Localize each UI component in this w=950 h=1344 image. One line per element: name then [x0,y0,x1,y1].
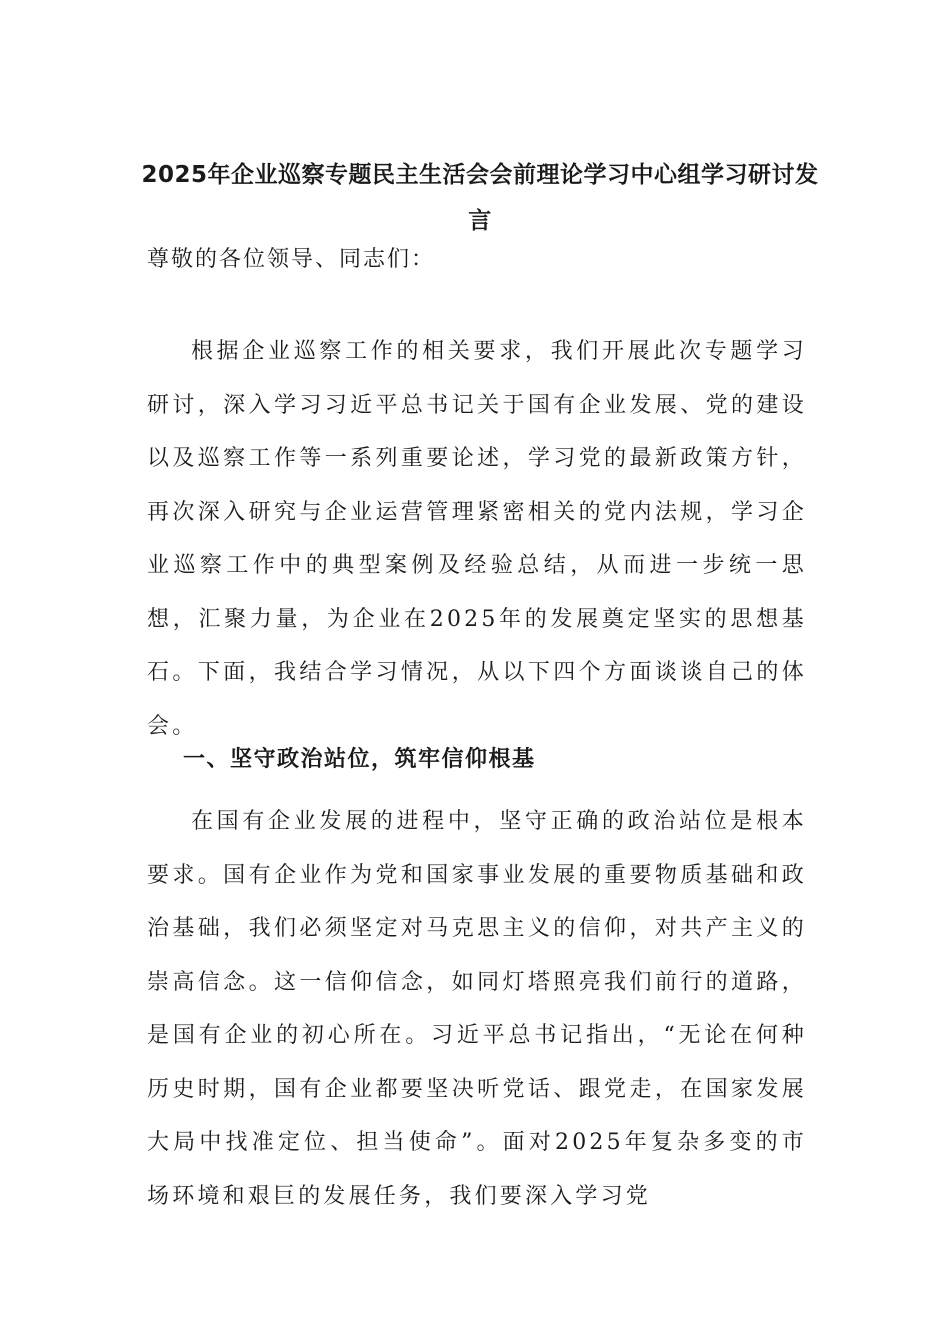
document-title: 2025年企业巡察专题民主生活会会前理论学习中心组学习研讨发言 [141,162,819,234]
body-paragraph: 在国有企业发展的进程中，坚守正确的政治站位是根本要求。国有企业作为党和国家事业发展的重要物质基础和政治基础，我们必须坚定对马克思主义的信仰，对共产主义的崇高信念。这一信仰信念，如同灯塔照亮我们前行的道路，是国有企业的初心所在。习近平总书记指出，“无论在何种历史时期，国有企业都要坚决听党话、跟党走，在国家发展大局中找准定位、担当使命”。面对2025年复杂多变的市场环境和艰巨的发展任务，我们要深入学习党 [147,809,807,1209]
intro-paragraph: 根据企业巡察工作的相关要求，我们开展此次专题学习研讨，深入学习习近平总书记关于国有企业发展、党的建设以及巡察工作等一系列重要论述，学习党的最新政策方针，再次深入研究与企业运营管理紧密相关的党内法规，学习企业巡察工作中的典型案例及经验总结，从而进一步统一思想，汇聚力量，为企业在2025年的发展奠定坚实的思想基石。下面，我结合学习情况，从以下四个方面谈谈自己的体会。 [147,339,807,739]
salutation: 尊敬的各位领导、同志们： [147,247,436,272]
section-heading: 一、坚守政治站位，筑牢信仰根基 [183,747,536,772]
